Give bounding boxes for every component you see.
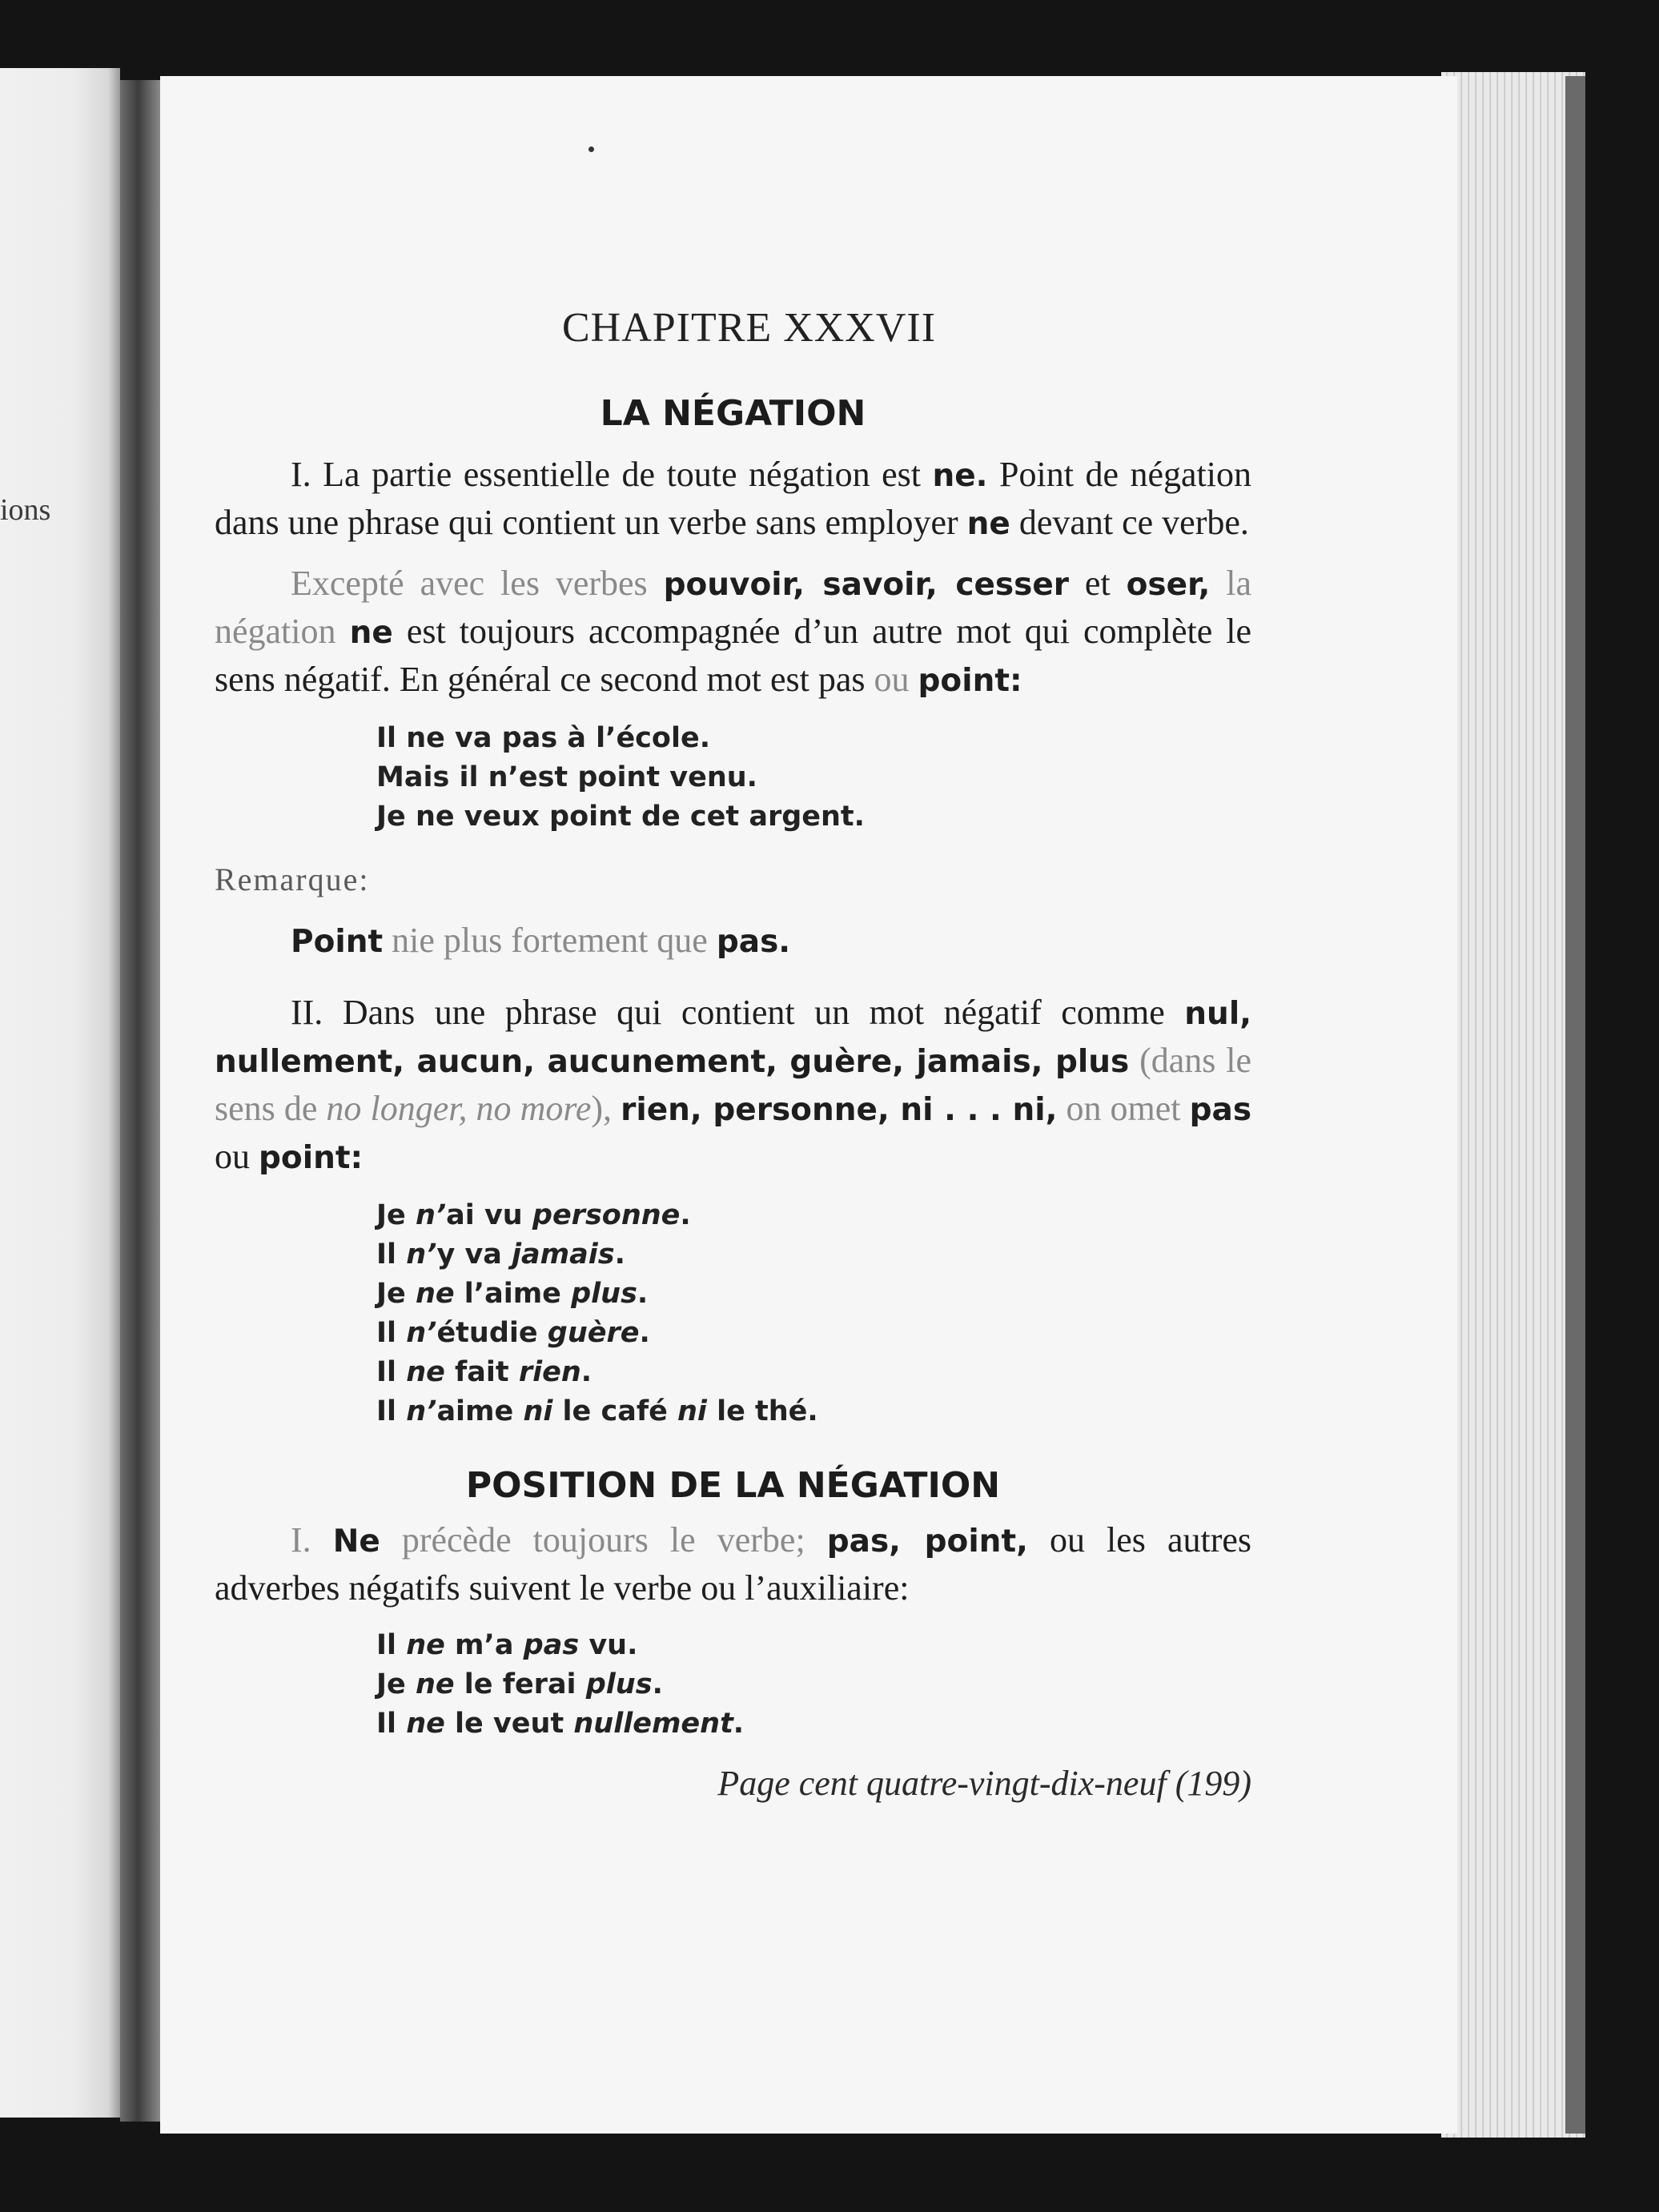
- page-text: [215, 304, 1251, 1804]
- section-title: LA NÉGATION: [600, 393, 866, 434]
- page-edges: [1441, 72, 1585, 2138]
- paragraph-4: I. Ne précède toujours le verbe; pas, point, ou les autres adverbes négatifs suivent le verbe ou l’auxiliaire:: [215, 1520, 1251, 1608]
- example-line: Il n’étudie guère.: [376, 1317, 650, 1349]
- example-line: Il n’aime ni le café ni le thé.: [376, 1395, 818, 1427]
- book-gutter: [120, 80, 160, 2122]
- example-line: Il ne fait rien.: [376, 1356, 592, 1388]
- examples-list-3: [376, 1626, 1251, 1744]
- remarque-label: Remarque:: [215, 861, 370, 897]
- example-line: Il ne m’a pas vu.: [376, 1629, 638, 1661]
- left-page-edge: [0, 68, 120, 2118]
- examples-list-2: [376, 1196, 1251, 1431]
- examples-list-1: [376, 719, 1251, 837]
- page-edge-shadow: [1565, 76, 1585, 2134]
- example-line: Je ne le ferai plus.: [376, 1668, 663, 1700]
- example-line: Je n’ai vu personne.: [376, 1199, 691, 1231]
- chapter-title: CHAPITRE XXXVII: [561, 305, 937, 351]
- left-page-fragment: ions: [0, 493, 51, 527]
- paragraph-3: II. Dans une phrase qui contient un mot négatif comme nul, nullement, aucun, aucunement, guère, jamais, plus (dans le sens de no longer, no more), rien, personne, ni . . . ni, on omet pas ou point:: [215, 993, 1252, 1176]
- example-line: Je ne l’aime plus.: [376, 1278, 649, 1310]
- example-line: Il n’y va jamais.: [376, 1238, 625, 1271]
- remarque-text: Point nie plus fortement que pas.: [291, 921, 791, 960]
- paragraph-1: I. La partie essentielle de toute négation est ne. Point de négation dans une phrase qui contient un verbe sans employer ne devant ce verbe.: [215, 455, 1251, 542]
- page-footer: Page cent quatre-vingt-dix-neuf (199): [717, 1764, 1251, 1803]
- position-title: POSITION DE LA NÉGATION: [465, 1465, 1001, 1506]
- example-line: Il ne va pas à l’école.: [376, 722, 711, 754]
- example-line: Mais il n’est point venu.: [376, 761, 757, 793]
- dust-speck: [588, 147, 594, 152]
- example-line: Il ne le veut nullement.: [376, 1708, 745, 1740]
- example-line: Je ne veux point de cet argent.: [376, 801, 865, 833]
- paragraph-2: Excepté avec les verbes pouvoir, savoir, cesser et oser, la négation ne est toujours accompagnée d’un autre mot qui complète le sens négatif. En général ce second mot est pas ou point:: [215, 564, 1252, 699]
